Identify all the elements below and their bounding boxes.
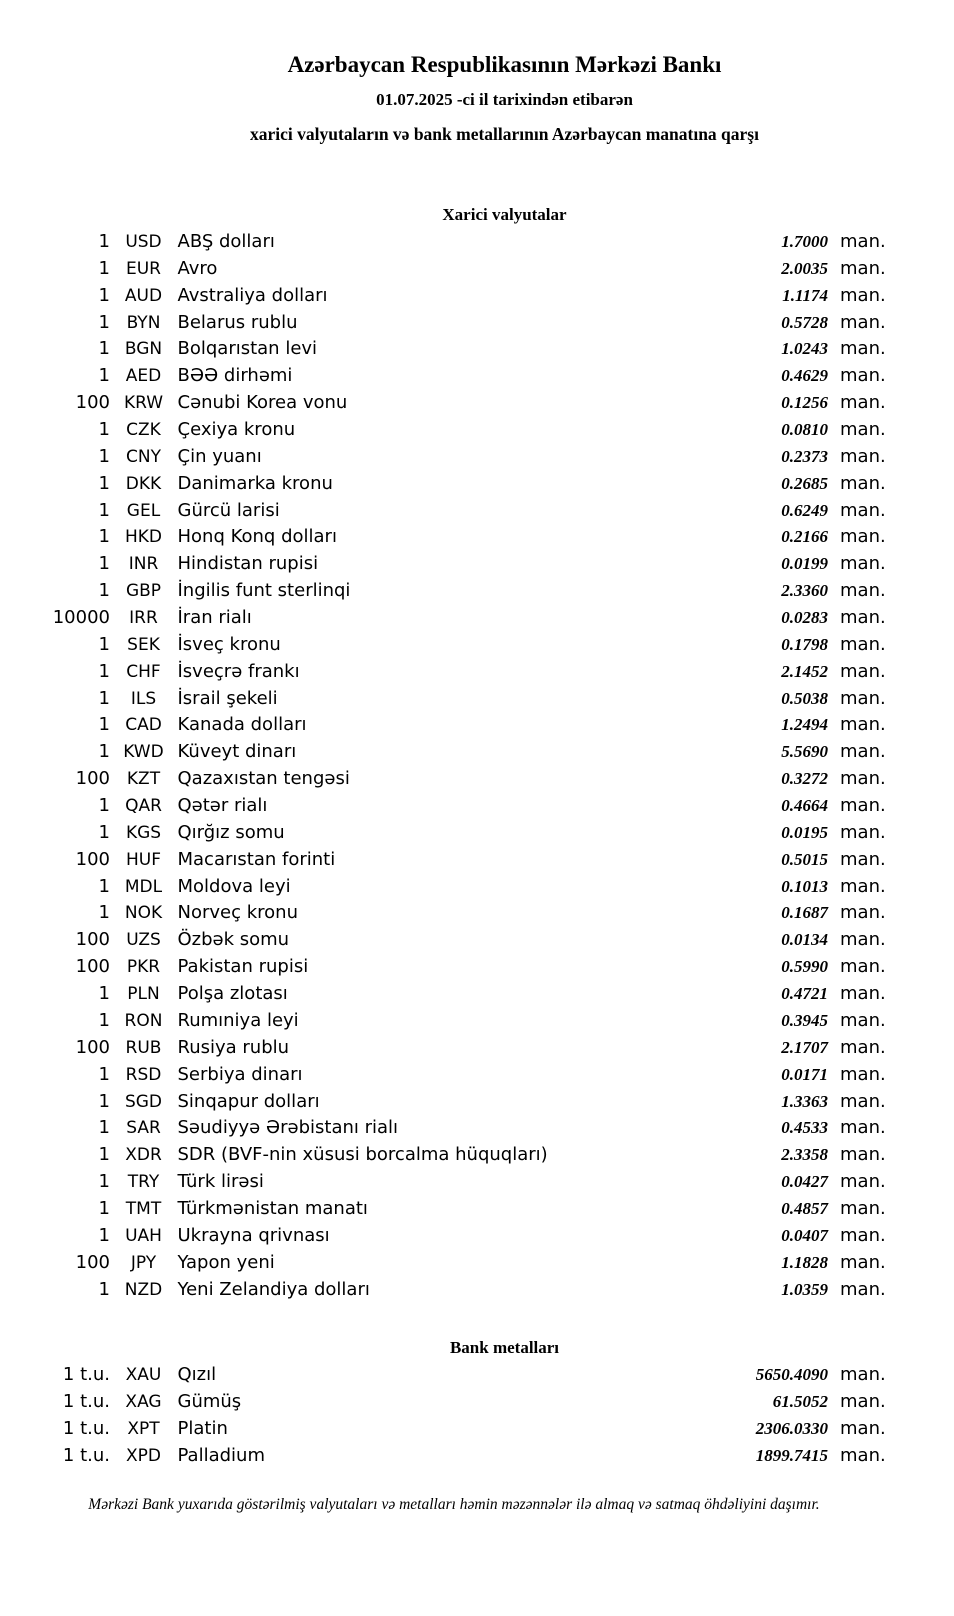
metal-name-cell: Palladium [177, 1444, 265, 1466]
currency-name-cell: İsveçrə frankı [177, 660, 300, 682]
currency-code-cell: TRY [127, 1172, 160, 1193]
unit-cell: man. [840, 419, 886, 441]
table-row [33, 444, 890, 471]
currency-name-cell: Türk lirəsi [177, 1171, 264, 1193]
metal-code-cell: XAU [125, 1365, 162, 1385]
amount-cell: 100 [75, 392, 110, 414]
amount-cell: 1 [98, 526, 110, 548]
table-row [33, 283, 890, 310]
rate-cell: 2.3358 [781, 1145, 828, 1165]
amount-cell: 1 [98, 1144, 110, 1166]
currency-code-cell: BYN [126, 312, 161, 333]
unit-cell: man. [840, 257, 886, 279]
currency-name-cell: Özbək somu [177, 929, 290, 951]
currency-name-cell: Çexiya kronu [177, 419, 296, 441]
unit-cell: man. [840, 338, 886, 360]
amount-cell: 1 t.u. [62, 1444, 110, 1466]
currency-code-cell: SGD [124, 1091, 163, 1112]
rate-cell: 0.5990 [781, 957, 828, 977]
currency-code-cell: CHF [126, 661, 161, 682]
rate-cell: 0.1687 [781, 903, 828, 923]
currency-name-cell: Honq Konq dolları [177, 526, 337, 548]
unit-cell: man. [840, 848, 886, 870]
unit-cell: man. [840, 768, 886, 790]
unit-cell: man. [840, 1278, 886, 1300]
unit-cell: man. [840, 231, 886, 252]
currency-code-cell: DKK [125, 473, 162, 494]
amount-cell: 1 [98, 472, 110, 494]
currency-name-cell: Küveyt dinarı [177, 741, 297, 763]
unit-cell: man. [840, 1036, 886, 1058]
amount-cell: 1 [98, 875, 110, 897]
currency-code-cell: CZK [126, 420, 161, 441]
currency-code-cell: PLN [127, 984, 160, 1005]
currency-name-cell: İsveç kronu [177, 633, 281, 655]
currency-name-cell: Rumıniya leyi [177, 1009, 299, 1031]
unit-cell: man. [840, 499, 886, 521]
unit-cell: man. [840, 1063, 886, 1085]
rate-cell: 1.7000 [781, 232, 828, 251]
amount-cell: 1 [98, 419, 110, 441]
rate-cell: 1.1174 [782, 285, 828, 305]
amount-cell: 1 [98, 1171, 110, 1193]
currency-code-cell: TMT [125, 1198, 162, 1219]
currency-code-cell: QAR [125, 796, 162, 817]
amount-cell: 1 [98, 1090, 110, 1112]
amount-cell: 1 [98, 821, 110, 843]
amount-cell: 1 [98, 1224, 110, 1246]
rate-cell: 1.0359 [781, 1279, 828, 1299]
currency-code-cell: KGS [125, 822, 162, 843]
table-row [33, 954, 890, 981]
unit-cell: man. [840, 607, 886, 629]
rate-cell: 5650.4090 [755, 1365, 828, 1384]
currency-code-cell: JPY [130, 1252, 157, 1273]
rate-cell: 0.4857 [781, 1198, 828, 1218]
currency-code-cell: CAD [125, 715, 162, 736]
amount-cell: 1 [98, 553, 110, 575]
table-row [33, 229, 890, 256]
amount-cell: 1 [98, 1278, 110, 1300]
table-row [33, 1142, 890, 1169]
table-row [33, 1115, 890, 1142]
rate-cell: 0.0171 [781, 1064, 828, 1084]
table-row [33, 551, 890, 578]
unit-cell: man. [840, 1444, 886, 1466]
currency-name-cell: Qazaxıstan tengəsi [177, 768, 350, 790]
table-row [33, 524, 890, 551]
currency-code-cell: GEL [126, 500, 161, 521]
currency-name-cell: Sinqapur dolları [177, 1090, 320, 1112]
amount-cell: 1 [98, 580, 110, 602]
table-row [33, 1062, 890, 1089]
currency-code-cell: BGN [124, 339, 163, 360]
table-row [33, 256, 890, 283]
rate-cell: 0.4533 [781, 1118, 828, 1138]
unit-cell: man. [840, 1224, 886, 1246]
unit-cell: man. [840, 875, 886, 897]
rate-cell: 1899.7415 [755, 1445, 828, 1465]
currency-name-cell: Gürcü larisi [177, 499, 280, 521]
unit-cell: man. [840, 1090, 886, 1112]
amount-cell: 1 [98, 231, 110, 252]
unit-cell: man. [840, 580, 886, 602]
rate-cell: 0.0195 [781, 822, 828, 842]
currency-name-cell: BƏƏ dirhəmi [177, 365, 293, 387]
currency-name-cell: Macarıstan forinti [177, 848, 336, 870]
currency-code-cell: MDL [124, 876, 163, 897]
unit-cell: man. [840, 1390, 886, 1412]
rate-cell: 0.1798 [781, 634, 828, 654]
table-row [33, 766, 890, 793]
rate-cell: 1.3363 [781, 1091, 828, 1111]
currency-code-cell: NZD [124, 1279, 163, 1300]
currency-name-cell: Qətər rialı [177, 795, 268, 817]
rate-cell: 0.2166 [781, 527, 828, 547]
amount-cell: 1 [98, 1063, 110, 1085]
amount-cell: 1 [98, 1117, 110, 1139]
table-row [33, 1277, 890, 1304]
currency-code-cell: USD [125, 232, 162, 252]
table-row [33, 1389, 890, 1416]
unit-cell: man. [840, 1144, 886, 1166]
amount-cell: 100 [75, 848, 110, 870]
metals-section-title: Bank metalları [449, 1338, 560, 1357]
table-row [33, 1362, 890, 1389]
table-row [33, 659, 890, 686]
rate-cell: 0.0199 [781, 554, 828, 574]
amount-cell: 1 [98, 983, 110, 1005]
currency-table [33, 229, 890, 1303]
unit-cell: man. [840, 1364, 886, 1385]
currency-code-cell: SEK [127, 634, 160, 655]
amount-cell: 1 [98, 1009, 110, 1031]
rate-cell: 0.5728 [781, 312, 828, 332]
amount-cell: 1 [98, 499, 110, 521]
rate-cell: 61.5052 [772, 1391, 828, 1411]
currency-code-cell: PKR [126, 957, 161, 978]
currency-name-cell: Moldova leyi [177, 875, 291, 897]
currency-code-cell: NOK [124, 903, 163, 924]
unit-cell: man. [840, 902, 886, 924]
amount-cell: 1 t.u. [62, 1390, 110, 1412]
rate-cell: 0.5015 [781, 849, 828, 869]
table-row [33, 847, 890, 874]
amount-cell: 1 [98, 902, 110, 924]
effective-date-line: 01.07.2025 -ci il tarixindən etibarən [376, 90, 633, 109]
document-subtitle: xarici valyutaların və bank metallarının Azərbaycan manatına qarşı [250, 124, 759, 144]
amount-cell: 1 [98, 741, 110, 763]
table-row [33, 471, 890, 498]
table-row [33, 336, 890, 363]
currency-code-cell: HUF [125, 849, 161, 870]
table-row [33, 927, 890, 954]
currency-name-cell: Kanada dolları [177, 714, 307, 736]
currency-name-cell: İsrail şekeli [177, 687, 278, 709]
currency-name-cell: Bolqarıstan levi [177, 338, 318, 360]
amount-cell: 1 [98, 445, 110, 467]
amount-cell: 100 [75, 929, 110, 951]
currency-name-cell: Belarus rublu [177, 311, 298, 333]
unit-cell: man. [840, 553, 886, 575]
rate-cell: 0.1256 [781, 393, 828, 413]
table-row [33, 1416, 890, 1443]
table-row [33, 1169, 890, 1196]
amount-cell: 100 [75, 768, 110, 790]
table-row [33, 1250, 890, 1277]
currency-code-cell: ILS [130, 688, 157, 709]
currency-code-cell: CNY [126, 446, 161, 467]
currency-code-cell: KZT [126, 769, 161, 790]
amount-cell: 1 [98, 714, 110, 736]
currency-name-cell: Hindistan rupisi [177, 553, 319, 575]
unit-cell: man. [840, 983, 886, 1005]
amount-cell: 1 t.u. [62, 1417, 110, 1439]
unit-cell: man. [840, 472, 886, 494]
rate-cell: 0.0134 [781, 930, 828, 950]
rate-cell: 1.0243 [781, 339, 828, 359]
rate-cell: 0.3945 [781, 1010, 828, 1030]
currency-name-cell: ABŞ dolları [177, 231, 275, 252]
currency-code-cell: SAR [126, 1118, 161, 1139]
unit-cell: man. [840, 284, 886, 306]
amount-cell: 1 [98, 257, 110, 279]
currency-section-title: Xarici valyutalar [442, 205, 567, 224]
page-title: Azərbaycan Respublikasının Mərkəzi Bankı [287, 52, 722, 77]
metal-name-cell: Gümüş [177, 1390, 242, 1412]
metal-code-cell: XAG [125, 1391, 162, 1412]
rate-cell: 0.0810 [781, 420, 828, 440]
table-row [33, 900, 890, 927]
unit-cell: man. [840, 795, 886, 817]
currency-code-cell: KWD [123, 742, 164, 763]
currency-name-cell: Səudiyyə Ərəbistanı rialı [177, 1117, 399, 1139]
table-row [33, 712, 890, 739]
amount-cell: 1 [98, 284, 110, 306]
unit-cell: man. [840, 392, 886, 414]
currency-name-cell: Avro [177, 257, 218, 279]
document-header [0, 50, 954, 146]
rate-cell: 0.3272 [781, 769, 828, 789]
table-row [33, 686, 890, 713]
rate-cell: 2.0035 [781, 258, 828, 278]
currency-name-cell: Qırğız somu [177, 821, 285, 843]
currency-name-cell: Türkmənistan manatı [177, 1197, 368, 1219]
rate-cell: 0.2373 [781, 446, 828, 466]
amount-cell: 1 [98, 633, 110, 655]
rate-cell: 2.3360 [781, 581, 828, 601]
currency-name-cell: Norveç kronu [177, 902, 298, 924]
currency-code-cell: GBP [125, 581, 162, 602]
currency-name-cell: Avstraliya dolları [177, 284, 328, 306]
unit-cell: man. [840, 929, 886, 951]
amount-cell: 1 [98, 338, 110, 360]
unit-cell: man. [840, 1171, 886, 1193]
rate-cell: 1.2494 [781, 715, 828, 735]
currency-name-cell: Cənubi Korea vonu [177, 392, 348, 414]
unit-cell: man. [840, 821, 886, 843]
rate-cell: 0.1013 [781, 876, 828, 896]
metal-name-cell: Platin [177, 1417, 228, 1439]
rate-cell: 5.5690 [781, 742, 828, 762]
currency-name-cell: Çin yuanı [177, 445, 262, 467]
table-row [33, 605, 890, 632]
currency-code-cell: UAH [125, 1225, 162, 1246]
rate-cell: 2306.0330 [755, 1418, 828, 1438]
rate-cell: 0.4629 [781, 366, 828, 386]
unit-cell: man. [840, 956, 886, 978]
currency-name-cell: Serbiya dinarı [177, 1063, 303, 1085]
currency-code-cell: KRW [123, 393, 164, 414]
table-row [33, 363, 890, 390]
currency-code-cell: XDR [125, 1145, 162, 1166]
metal-name-cell: Qızıl [177, 1364, 217, 1385]
currency-code-cell: RON [124, 1010, 163, 1031]
rate-cell: 1.1828 [781, 1252, 828, 1272]
rate-cell: 2.1707 [781, 1037, 828, 1057]
unit-cell: man. [840, 445, 886, 467]
currency-code-cell: INR [128, 554, 159, 575]
unit-cell: man. [840, 714, 886, 736]
currency-name-cell: Yeni Zelandiya dolları [177, 1278, 370, 1300]
table-row [33, 578, 890, 605]
amount-cell: 100 [75, 956, 110, 978]
rate-cell: 0.4664 [781, 796, 828, 816]
currency-code-cell: IRR [129, 608, 158, 629]
currency-name-cell: İran rialı [177, 607, 252, 629]
currency-name-cell: Ukrayna qrivnası [177, 1224, 330, 1246]
amount-cell: 1 [98, 660, 110, 682]
unit-cell: man. [840, 526, 886, 548]
amount-cell: 100 [75, 1251, 110, 1273]
currency-name-cell: Yapon yeni [177, 1251, 275, 1273]
table-row [33, 390, 890, 417]
footer-note: Mərkəzi Bank yuxarıda göstərilmiş valyutaları və metalları həmin məzənnələr ilə almaq və satmaq öhdəliyini daşımır. [88, 1496, 820, 1513]
unit-cell: man. [840, 365, 886, 387]
table-row [33, 632, 890, 659]
metal-code-cell: XPD [126, 1445, 161, 1466]
table-row [33, 820, 890, 847]
unit-cell: man. [840, 1197, 886, 1219]
unit-cell: man. [840, 741, 886, 763]
rate-cell: 2.1452 [781, 661, 828, 681]
amount-cell: 1 t.u. [62, 1364, 110, 1385]
amount-cell: 1 [98, 311, 110, 333]
table-row [33, 981, 890, 1008]
rate-cell: 0.0283 [781, 608, 828, 628]
amount-cell: 1 [98, 1197, 110, 1219]
amount-cell: 1 [98, 687, 110, 709]
table-row [33, 417, 890, 444]
unit-cell: man. [840, 1117, 886, 1139]
unit-cell: man. [840, 1251, 886, 1273]
table-row [33, 1443, 890, 1470]
rate-cell: 0.5038 [781, 688, 828, 708]
rate-cell: 0.2685 [781, 473, 828, 493]
table-row [33, 874, 890, 901]
table-row [33, 1196, 890, 1223]
currency-name-cell: Polşa zlotası [177, 983, 288, 1005]
table-row [33, 310, 890, 337]
currency-name-cell: İngilis funt sterlinqi [177, 580, 351, 602]
unit-cell: man. [840, 311, 886, 333]
rate-cell: 0.6249 [781, 500, 828, 520]
metal-code-cell: XPT [127, 1418, 160, 1439]
currency-code-cell: AED [125, 366, 162, 387]
currency-code-cell: HKD [124, 527, 163, 548]
amount-cell: 1 [98, 795, 110, 817]
unit-cell: man. [840, 687, 886, 709]
rate-cell: 0.4721 [781, 984, 828, 1004]
currency-code-cell: RSD [125, 1064, 162, 1085]
table-row [33, 498, 890, 525]
currency-code-cell: UZS [126, 930, 161, 951]
rate-cell: 0.0427 [781, 1172, 828, 1192]
unit-cell: man. [840, 1417, 886, 1439]
unit-cell: man. [840, 633, 886, 655]
currency-name-cell: Pakistan rupisi [177, 956, 309, 978]
currency-code-cell: AUD [124, 285, 163, 306]
amount-cell: 100 [75, 1036, 110, 1058]
table-row [33, 793, 890, 820]
currency-name-cell: Danimarka kronu [177, 472, 333, 494]
metals-table [33, 1362, 890, 1469]
table-row [33, 1035, 890, 1062]
currency-name-cell: SDR (BVF-nin xüsusi borcalma hüquqları) [177, 1144, 548, 1166]
unit-cell: man. [840, 1009, 886, 1031]
table-row [33, 1089, 890, 1116]
currency-code-cell: RUB [125, 1037, 162, 1058]
table-row [33, 1008, 890, 1035]
rate-cell: 0.0407 [781, 1225, 828, 1245]
currency-name-cell: Rusiya rublu [177, 1036, 290, 1058]
amount-cell: 1 [98, 365, 110, 387]
table-row [33, 1223, 890, 1250]
amount-cell: 10000 [52, 607, 110, 629]
currency-code-cell: EUR [126, 258, 161, 279]
unit-cell: man. [840, 660, 886, 682]
table-row [33, 739, 890, 766]
